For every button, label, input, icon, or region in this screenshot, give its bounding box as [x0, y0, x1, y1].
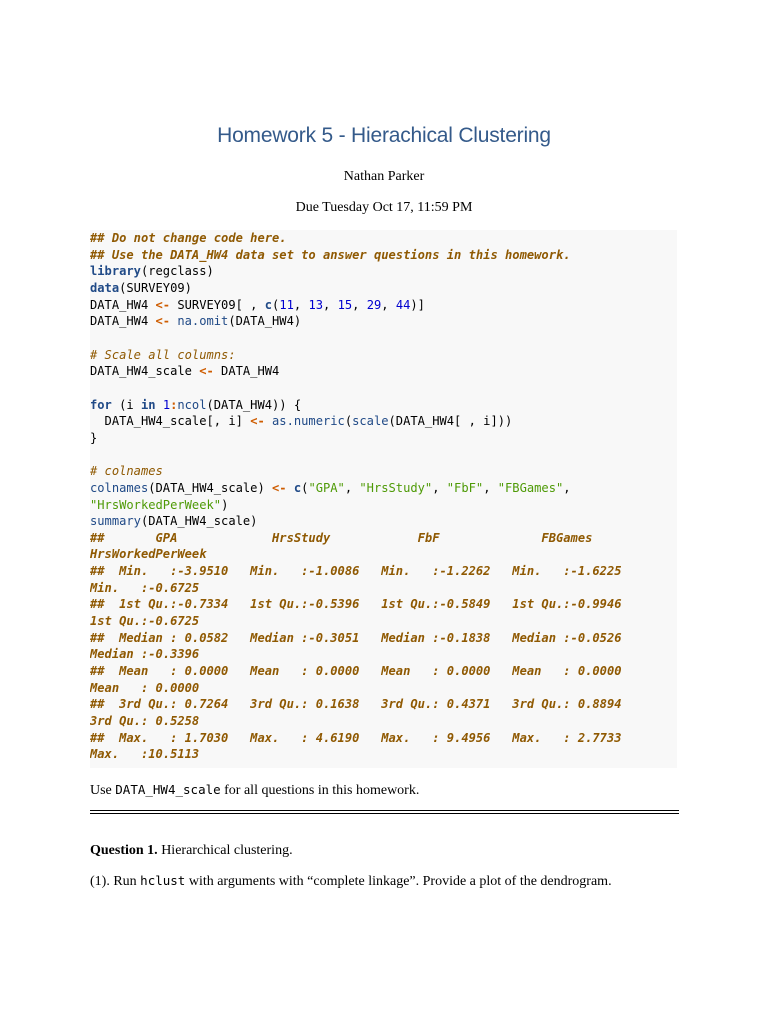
use-note-code: DATA_HW4_scale [115, 782, 221, 797]
code-token: ## Do not change code here. [90, 231, 287, 245]
code-token: 44 [395, 297, 411, 312]
code-token: DATA_HW4 [90, 314, 156, 329]
code-token: , [323, 297, 338, 312]
code-token: SURVEY09[ , [170, 297, 265, 312]
code-token: Median :-0.3396 [90, 647, 200, 662]
code-token: , [352, 297, 367, 312]
code-token: na.omit [177, 314, 229, 329]
code-token: "FBGames" [497, 480, 564, 495]
item-1-code: hclust [140, 873, 186, 888]
code-token: summary [90, 514, 141, 529]
code-token: (SURVEY09) [119, 280, 192, 295]
code-token: HrsWorkedPerWeek [90, 547, 207, 562]
code-block [90, 230, 677, 768]
use-note-suffix: for all questions in this homework. [220, 783, 420, 798]
code-token: ## GPA HrsStudy FbF FBGames [90, 530, 593, 545]
code-token: ## 3rd Qu.: 0.7264 3rd Qu.: 0.1638 3rd Qu.: 0.4371 3rd Qu.: 0.8894 [90, 697, 622, 712]
code-token: "HrsWorkedPerWeek" [90, 497, 222, 512]
code-token: (DATA_HW4)) { [206, 397, 302, 412]
document-title: Homework 5 - Hierachical Clustering [217, 124, 551, 147]
code-token: ## Median : 0.0582 Median :-0.3051 Median :-0.1838 Median :-0.0526 [90, 630, 622, 645]
code-token: Mean : 0.0000 [90, 680, 200, 695]
code-token: as.numeric [272, 414, 345, 429]
code-token: 29 [366, 297, 382, 312]
code-token [265, 414, 272, 428]
item-1-suffix: with arguments with “complete linkage”. Provide a plot of the dendrogram. [185, 874, 612, 889]
code-token: ## Use the DATA_HW4 data set to answer questions in this homework. [90, 247, 571, 262]
code-token: <- [199, 364, 214, 379]
code-token: ## Min. :-3.9510 Min. :-1.0086 Min. :-1.2262 Min. :-1.6225 [90, 564, 622, 579]
code-token: for [90, 397, 112, 412]
code-token: c [293, 480, 302, 495]
code-token: colnames [90, 480, 149, 495]
code-token: (i [111, 397, 141, 412]
code-token: "GPA" [308, 480, 345, 495]
question-1-label: Question 1. [90, 843, 158, 858]
code-token: "HrsStudy" [359, 480, 433, 495]
code-token: # Scale all columns: [90, 347, 236, 362]
code-token: (DATA_HW4) [228, 314, 302, 329]
code-token: ( [272, 297, 280, 312]
item-1-prefix: (1). Run [90, 874, 141, 889]
code-token [287, 481, 294, 495]
code-token: 11 [279, 297, 294, 312]
use-note [90, 782, 419, 799]
question-1-heading [90, 843, 293, 859]
code-token: ## Max. : 1.7030 Max. : 4.6190 Max. : 9.4956 Max. : 2.7733 [90, 730, 622, 745]
code-token: )] [410, 297, 425, 312]
code-token: ) [221, 497, 229, 512]
code-token: ( [344, 414, 353, 429]
code-token: (regclass) [140, 264, 214, 279]
code-token: } [90, 430, 98, 445]
code-token: ## Mean : 0.0000 Mean : 0.0000 Mean : 0.0000 Mean : 0.0000 [90, 664, 622, 679]
code-token: DATA_HW4 [213, 364, 280, 379]
code-token: <- [272, 480, 287, 495]
code-token: Min. :-0.6725 [90, 580, 200, 595]
code-token: ## 1st Qu.:-0.7334 1st Qu.:-0.5396 1st Qu.:-0.5849 1st Qu.:-0.9946 [90, 597, 622, 612]
code-token: 1st Qu.:-0.6725 [90, 614, 200, 629]
code-token: , [344, 480, 360, 495]
use-note-prefix: Use [90, 783, 116, 798]
code-token: scale [352, 414, 389, 429]
code-token: (DATA_HW4[ , i])) [388, 414, 513, 429]
code-token: (DATA_HW4_scale) [140, 514, 258, 529]
code-token: Max. :10.5113 [90, 747, 200, 762]
code-token: # colnames [90, 464, 163, 479]
due-date: Due Tuesday Oct 17, 11:59 PM [295, 200, 473, 215]
question-1-text: Hierarchical clustering. [157, 843, 293, 858]
code-token: ( [301, 480, 309, 495]
code-token: DATA_HW4_scale[, i] [90, 414, 251, 429]
code-token: (DATA_HW4_scale) [148, 480, 273, 495]
code-token: ncol [177, 397, 207, 412]
question-1-item-1 [90, 873, 612, 890]
code-token: 15 [337, 297, 353, 312]
code-token: data [90, 280, 120, 295]
author-name: Nathan Parker [343, 169, 425, 184]
code-token: library [90, 264, 141, 279]
code-token: 13 [308, 297, 323, 312]
code-token: c [264, 297, 273, 312]
code-token: 3rd Qu.: 0.5258 [90, 714, 200, 729]
code-token: <- [250, 414, 265, 429]
code-token: , [293, 297, 309, 312]
code-token: DATA_HW4 [90, 297, 156, 312]
code-token [156, 398, 163, 412]
code-token: DATA_HW4_scale [90, 364, 200, 379]
code-token: , [483, 480, 498, 495]
code-token: 1 [162, 397, 171, 412]
section-divider [90, 810, 679, 814]
code-token: , [563, 480, 571, 495]
code-token: : [170, 397, 178, 412]
code-token: in [140, 397, 156, 412]
code-token: <- [155, 297, 171, 312]
code-token: , [432, 480, 447, 495]
code-token: <- [155, 314, 171, 329]
code-token: , [381, 297, 396, 312]
code-content [90, 230, 677, 763]
code-token: "FbF" [446, 480, 484, 495]
